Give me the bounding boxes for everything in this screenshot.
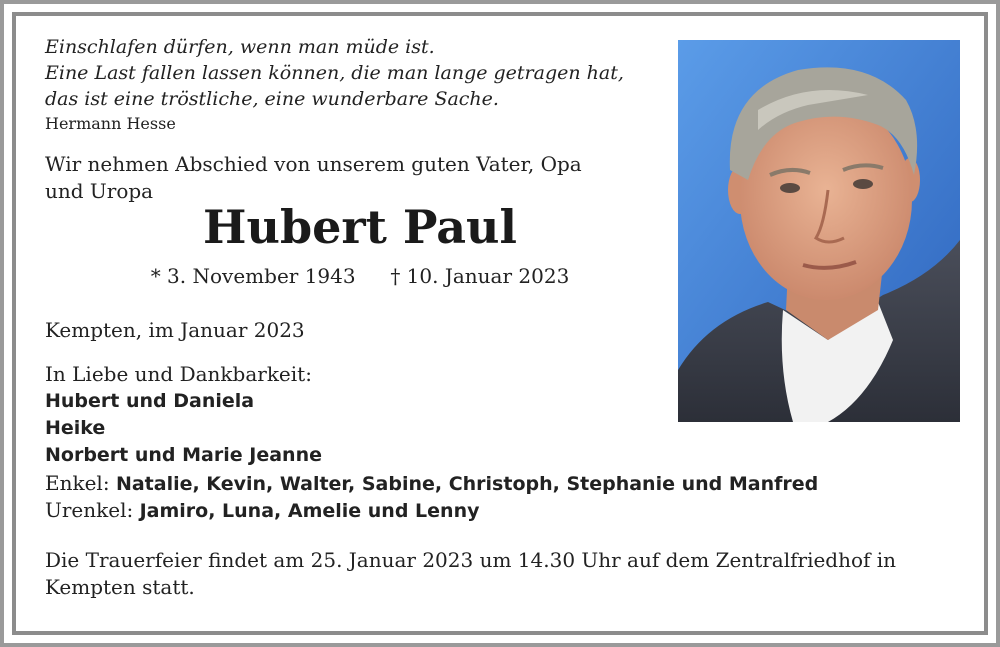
quote-line-2: Eine Last fallen lassen können, die man lange getragen hat, [45,62,624,84]
life-dates [0,264,720,288]
grandchildren-names: Natalie, Kevin, Walter, Sabine, Christoph, Stephanie und Manfred [115,473,819,495]
mourner-family-3: Norbert und Marie Jeanne [45,444,322,466]
death-date: † 10. Januar 2023 [390,264,570,288]
quote-line-1: Einschlafen dürfen, wenn man müde ist. [45,36,435,58]
grandchildren-label: Enkel: [45,471,110,495]
mourners-intro: In Liebe und Dankbarkeit: [45,362,312,386]
great-grandchildren-line [45,498,479,522]
birth-date: * 3. November 1943 [150,264,356,288]
great-grandchildren-label: Urenkel: [45,498,134,522]
deceased-name: Hubert Paul [203,200,517,254]
grandchildren-line [45,471,818,495]
mourner-family-2: Heike [45,417,106,439]
place-date: Kempten, im Januar 2023 [45,318,305,342]
quote-line-3: das ist eine tröstliche, eine wunderbare Sache. [45,88,499,110]
great-grandchildren-names: Jamiro, Luna, Amelie und Lenny [139,500,480,522]
funeral-line-1: Die Trauerfeier findet am 25. Januar 2023 um 14.30 Uhr auf dem Zentralfriedhof in [45,548,897,572]
intro-line-1: Wir nehmen Abschied von unserem guten Vater, Opa [45,152,582,176]
mourner-family-1: Hubert und Daniela [45,390,255,412]
quote-author: Hermann Hesse [45,114,176,133]
funeral-line-2: Kempten statt. [45,575,195,599]
portrait-photo [678,40,960,422]
intro-line-2: und Uropa [45,179,154,203]
